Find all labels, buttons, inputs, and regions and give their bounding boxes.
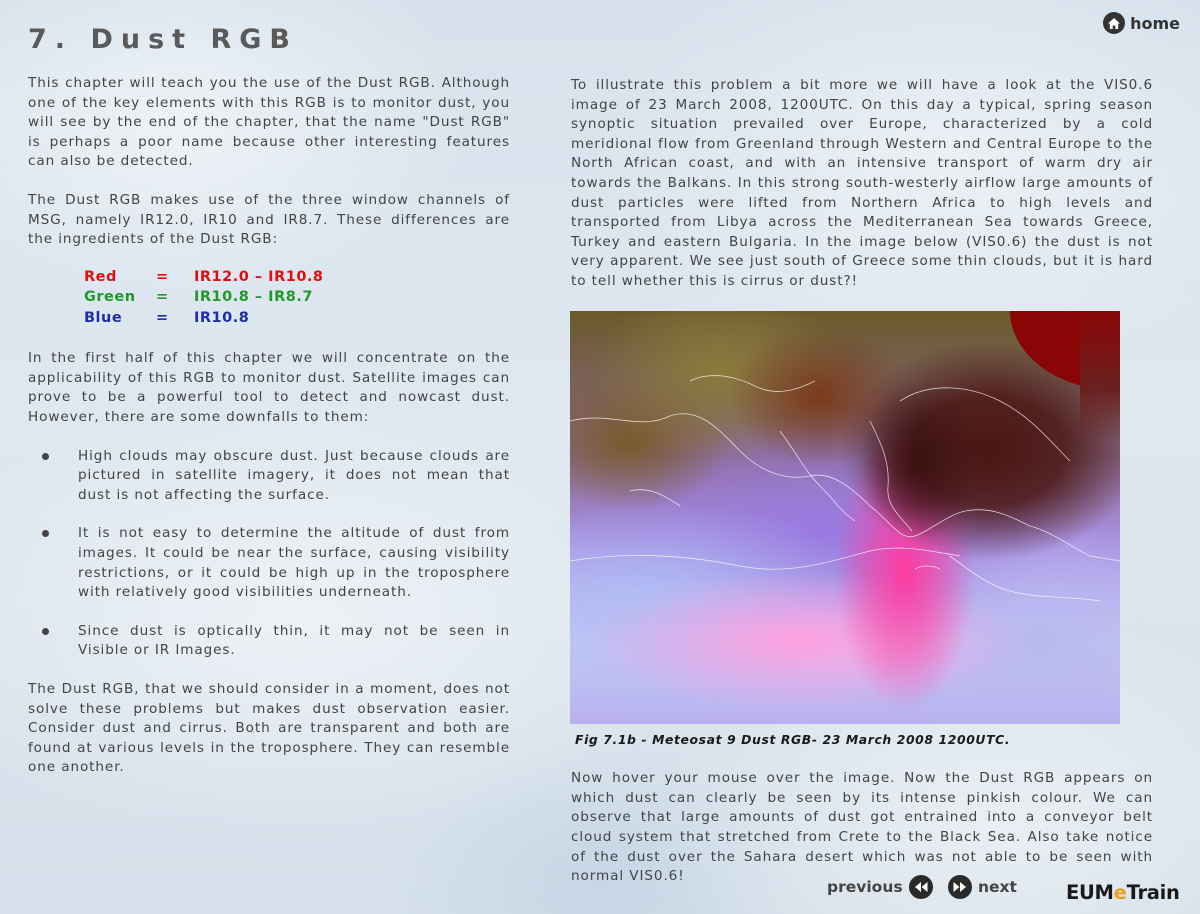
- ingredient-equals: =: [156, 309, 169, 326]
- channels-paragraph: The Dust RGB makes use of the three window channels of MSG, namely IR12.0, IR10 and IR8.7. These differences are the ingredients of the Dust RGB:: [28, 191, 510, 248]
- previous-label: previous: [827, 878, 903, 896]
- ingredient-value: IR12.0 – IR10.8: [194, 268, 324, 285]
- ingredient-red: [84, 267, 510, 288]
- home-label: home: [1130, 13, 1180, 33]
- ingredient-value: IR10.8 – IR8.7: [194, 289, 313, 306]
- list-item: [28, 447, 510, 506]
- page-title: 7. Dust RGB: [28, 24, 298, 55]
- illustration-paragraph: To illustrate this problem a bit more we will have a look at the VIS0.6 image of 23 March 2008, 1200UTC. On this day a typical, spring season synoptic situation prevailed over Europe, characterized by a cold meridional flow from Greenland through Western and Central Europe to the North African coast, and with an intensive transport of warm dry air towards the Balkans. In this strong south-westerly airflow large amounts of dust particles were lifted from Northern Africa to high levels and transported from Libya across the Mediterranean Sea towards Greece, Turkey and eastern Bulgaria. In the image below (VIS0.6) the dust is not very apparent. We see just south of Greece some thin clouds, but it is hard to tell whether this is cirrus or dust?!: [571, 77, 1153, 289]
- right-column: [571, 76, 1153, 906]
- ingredient-channel: Green: [84, 289, 136, 306]
- fast-forward-icon: [948, 875, 972, 899]
- downfalls-list: [28, 447, 510, 661]
- bullet-icon: [42, 628, 49, 635]
- list-item: [28, 524, 510, 602]
- hover-paragraph: Now hover your mouse over the image. Now the Dust RGB appears on which dust can clearly be seen by its intense pinkish colour. We can observe that large amounts of dust got entrained into a conveyor belt cloud system that stretched from Crete to the Black Sea. Also take notice of the dust over the Sahara desert which was not able to be seen with normal VIS0.6!: [571, 770, 1153, 885]
- rgb-ingredients: [84, 267, 510, 329]
- ingredient-blue: [84, 308, 510, 329]
- conclusion-paragraph: The Dust RGB, that we should consider in a moment, does not solve these problems but makes dust observation easier. Consider dust and cirrus. Both are transparent and both are found at various levels in the troposphere. They can resemble one another.: [28, 680, 510, 776]
- home-icon: [1103, 12, 1125, 34]
- ingredient-channel: Red: [84, 268, 117, 285]
- rewind-icon: [909, 875, 933, 899]
- list-item-text: It is not easy to determine the altitude of dust from images. It could be near the surface, causing visibility restrictions, or it could be high up in the troposphere with relatively good visibilities underneath.: [78, 525, 510, 601]
- focus-paragraph: In the first half of this chapter we will concentrate on the applicability of this RGB to monitor dust. Satellite images can prove to be a powerful tool to detect and nowcast dust. However, there are some downfalls to them:: [28, 350, 510, 426]
- intro-paragraph: This chapter will teach you the use of the Dust RGB. Although one of the key elements with this RGB is to monitor dust, you will see by the end of the chapter, that the name "Dust RGB" is perhaps a poor name because other interesting features can also be detected.: [28, 75, 510, 170]
- ingredient-equals: =: [156, 289, 169, 306]
- eumetrain-logo: [1066, 881, 1180, 904]
- ingredient-channel: Blue: [84, 309, 123, 326]
- bullet-icon: [42, 453, 49, 460]
- satellite-image[interactable]: [570, 311, 1120, 724]
- ingredient-value: IR10.8: [194, 309, 250, 326]
- logo-post: Train: [1126, 881, 1180, 904]
- ingredient-equals: =: [156, 268, 169, 285]
- list-item-text: Since dust is optically thin, it may not be seen in Visible or IR Images.: [78, 622, 510, 659]
- home-button[interactable]: [1103, 12, 1180, 34]
- coastline-overlay: [570, 311, 1120, 724]
- next-button[interactable]: [948, 875, 1017, 899]
- logo-pre: EUM: [1066, 881, 1114, 904]
- next-label: next: [978, 878, 1017, 896]
- left-column: [28, 74, 510, 797]
- bullet-icon: [42, 530, 49, 537]
- list-item: [28, 622, 510, 661]
- figure-caption: Fig 7.1b - Meteosat 9 Dust RGB- 23 March 2008 1200UTC.: [575, 731, 1011, 747]
- list-item-text: High clouds may obscure dust. Just because clouds are pictured in satellite imagery, it does not mean that dust is not affecting the surface.: [78, 447, 510, 503]
- logo-e: e: [1113, 881, 1127, 904]
- ingredient-green: [84, 287, 510, 308]
- previous-button[interactable]: [827, 875, 933, 899]
